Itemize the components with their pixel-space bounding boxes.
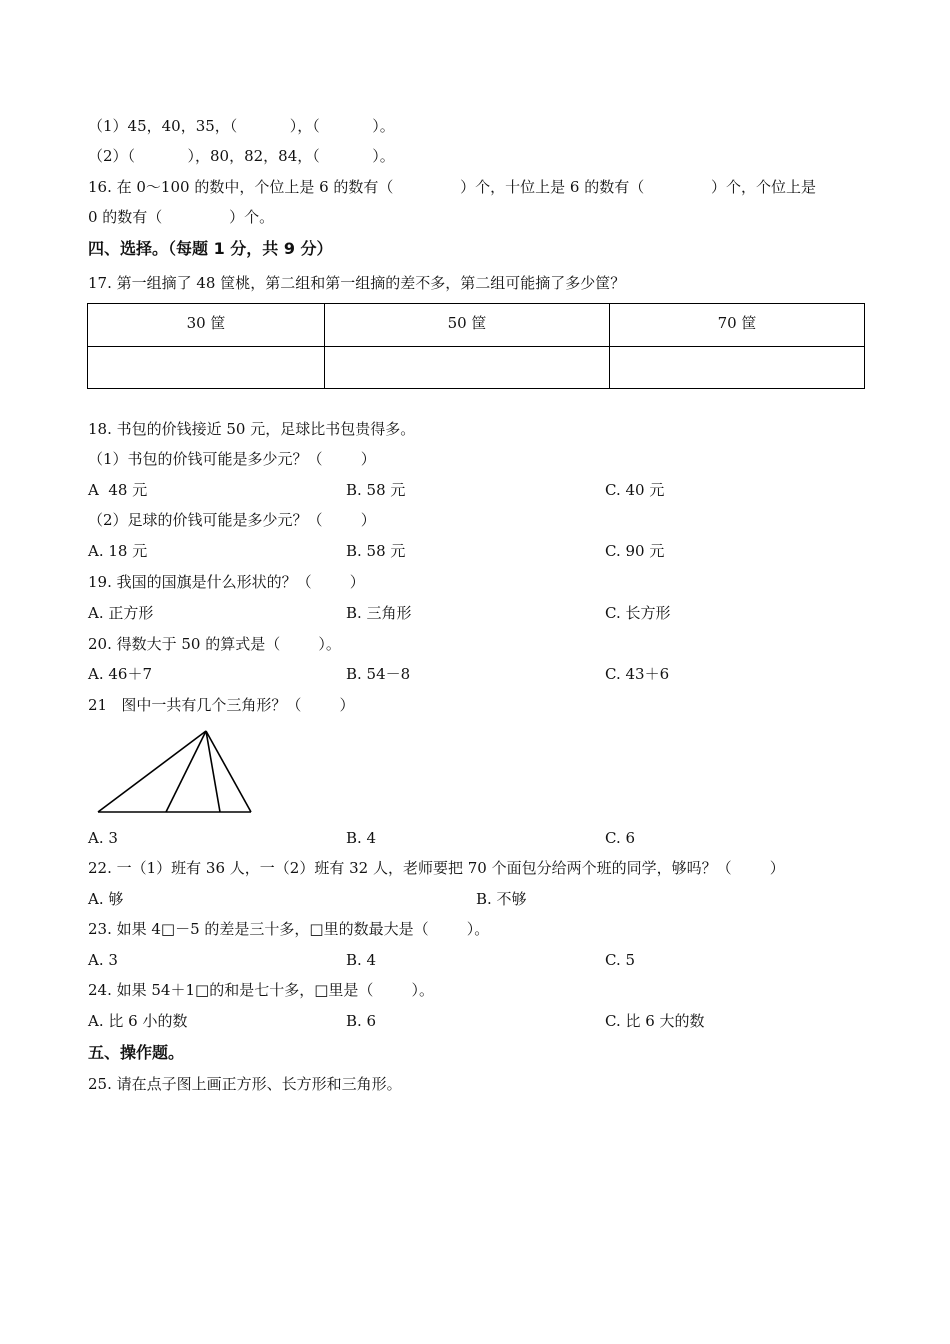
q18-sub1-option-b[interactable]: B. 58 元: [346, 481, 406, 499]
q18-sub2-option-b[interactable]: B. 58 元: [346, 542, 406, 560]
section-4-heading: 四、选择。（每题 1 分，共 9 分）: [88, 239, 333, 258]
q18-sub1-option-c[interactable]: C. 40 元: [605, 481, 665, 499]
q24-option-b[interactable]: B. 6: [346, 1012, 377, 1030]
q23-text: 23. 如果 4□－5 的差是三十多，□里的数最大是（ ）。: [88, 920, 490, 938]
q16-line1: 16. 在 0～100 的数中，个位上是 6 的数有（ ）个，十位上是 6 的数有（ ）个，个位上是: [88, 178, 817, 196]
q22-option-b[interactable]: B. 不够: [476, 890, 527, 908]
q17-header-70: 70 筐: [610, 304, 865, 347]
q21-text: 21 图中一共有几个三角形？（ ）: [88, 696, 355, 714]
q18-sub2: （2）足球的价钱可能是多少元？（ ）: [88, 511, 376, 529]
q17-header-50: 50 筐: [325, 304, 610, 347]
q22-option-a[interactable]: A. 够: [88, 890, 124, 908]
q21-option-a[interactable]: A. 3: [88, 829, 118, 847]
q19-option-b[interactable]: B. 三角形: [346, 604, 412, 622]
q18-sub2-option-a[interactable]: A. 18 元: [88, 542, 148, 560]
q17-header-30: 30 筐: [88, 304, 325, 347]
q22-text: 22. 一（1）班有 36 人，一（2）班有 32 人，老师要把 70 个面包分给两个班的同学，够吗？（ ）: [88, 859, 785, 877]
q23-option-a[interactable]: A. 3: [88, 951, 118, 969]
triangle-figure: [96, 728, 256, 818]
q18-sub1: （1）书包的价钱可能是多少元？（ ）: [88, 450, 376, 468]
triangle-inner-line-1: [166, 731, 206, 812]
q17-answer-cell-70[interactable]: [610, 347, 865, 389]
q20-option-a[interactable]: A. 46＋7: [88, 665, 152, 683]
q23-option-c[interactable]: C. 5: [605, 951, 636, 969]
q20-option-b[interactable]: B. 54－8: [346, 665, 411, 683]
q17-answer-cell-30[interactable]: [88, 347, 325, 389]
q23-option-b[interactable]: B. 4: [346, 951, 377, 969]
q17-answer-table: [87, 303, 865, 389]
q21-option-b[interactable]: B. 4: [346, 829, 377, 847]
q25-text: 25. 请在点子图上画正方形、长方形和三角形。: [88, 1075, 402, 1093]
q16-line2: 0 的数有（ ）个。: [88, 208, 275, 226]
q15-part1: （1）45，40，35，（ ），（ ）。: [88, 117, 395, 135]
q18-text: 18. 书包的价钱接近 50 元，足球比书包贵得多。: [88, 420, 416, 438]
triangle-left-side: [98, 731, 206, 812]
q18-sub2-option-c[interactable]: C. 90 元: [605, 542, 665, 560]
q19-option-c[interactable]: C. 长方形: [605, 604, 671, 622]
section-5-heading: 五、操作题。: [88, 1043, 185, 1062]
q20-option-c[interactable]: C. 43＋6: [605, 665, 670, 683]
q21-option-c[interactable]: C. 6: [605, 829, 636, 847]
q17-text: 17. 第一组摘了 48 筐桃，第二组和第一组摘的差不多，第二组可能摘了多少筐？: [88, 274, 626, 292]
q19-option-a[interactable]: A. 正方形: [88, 604, 154, 622]
q24-text: 24. 如果 54＋1□的和是七十多，□里是（ ）。: [88, 981, 435, 999]
q20-text: 20. 得数大于 50 的算式是（ ）。: [88, 635, 341, 653]
q24-option-a[interactable]: A. 比 6 小的数: [88, 1012, 188, 1030]
q24-option-c[interactable]: C. 比 6 大的数: [605, 1012, 705, 1030]
q15-part2: （2）（ ），80，82，84，（ ）。: [88, 147, 395, 165]
q18-sub1-option-a[interactable]: A 48 元: [88, 481, 148, 499]
q19-text: 19. 我国的国旗是什么形状的？（ ）: [88, 573, 365, 591]
q17-answer-cell-50[interactable]: [325, 347, 610, 389]
